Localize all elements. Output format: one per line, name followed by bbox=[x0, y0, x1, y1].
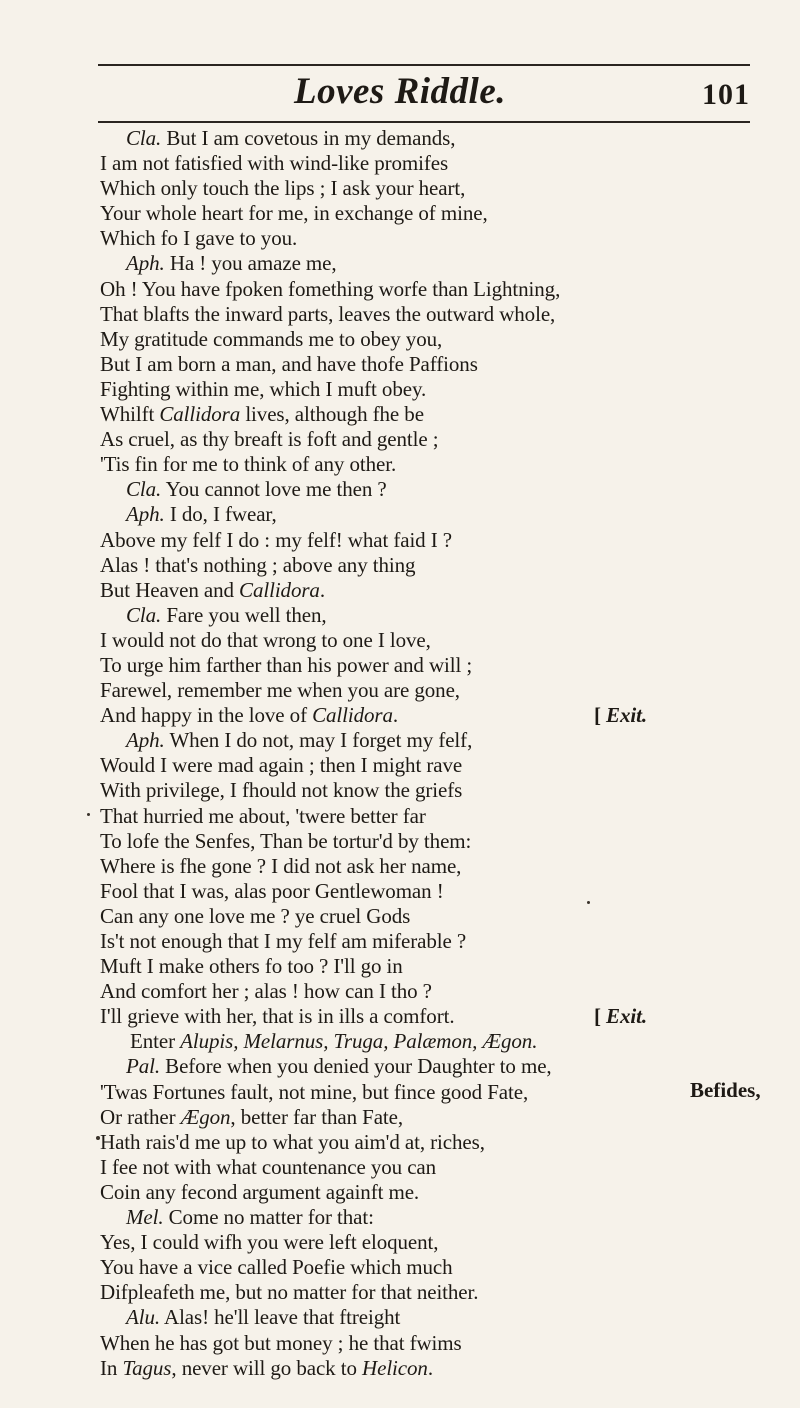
speaker-name: Aph. bbox=[126, 251, 165, 276]
text-line bbox=[100, 201, 740, 226]
line-text: But Heaven and bbox=[100, 577, 240, 602]
line-text: Is't not enough that I my felf am miferable ? bbox=[100, 929, 467, 953]
line-text: In bbox=[100, 1355, 123, 1380]
catchword: Befides, bbox=[690, 1078, 761, 1102]
text-line bbox=[100, 528, 740, 553]
text-line bbox=[100, 1155, 740, 1180]
text-line bbox=[100, 954, 740, 979]
text-line bbox=[100, 904, 740, 929]
line-text: But I am born a man, and have thofe Paffions bbox=[100, 351, 478, 376]
text-line bbox=[100, 251, 740, 276]
ink-speck bbox=[587, 901, 590, 904]
text-line bbox=[100, 1054, 740, 1079]
line-text: When I do not, may I forget my felf, bbox=[164, 728, 473, 753]
speaker-name: Mel. bbox=[126, 1205, 164, 1230]
place-name: Tagus bbox=[122, 1355, 172, 1380]
line-text: You cannot love me then ? bbox=[161, 477, 387, 502]
line-text: When he has got but money ; he that fwims bbox=[100, 1330, 462, 1355]
text-line bbox=[100, 1356, 740, 1381]
speaker-name: Aph. bbox=[126, 502, 165, 527]
text-line bbox=[100, 653, 740, 678]
text-line bbox=[100, 427, 740, 452]
line-text: Whilft bbox=[100, 402, 160, 427]
line-text: 'Tis fin for me to think of any other. bbox=[100, 452, 397, 477]
line-text: . bbox=[427, 1355, 433, 1380]
text-line bbox=[100, 1080, 740, 1105]
text-line bbox=[100, 1130, 740, 1155]
stage-text: Enter bbox=[130, 1029, 181, 1054]
text-line bbox=[100, 578, 740, 603]
line-text: , never will go back to bbox=[171, 1355, 363, 1380]
ink-speck bbox=[87, 813, 90, 816]
header-rule bbox=[98, 121, 750, 123]
line-text: To urge him farther than his power and will ; bbox=[100, 652, 473, 677]
line-text: Difpleafeth me, but no matter for that neither. bbox=[100, 1280, 479, 1305]
text-line bbox=[100, 1105, 740, 1130]
line-text: I do, I fwear, bbox=[164, 502, 277, 527]
line-text: I fee not with what countenance you can bbox=[100, 1154, 437, 1179]
line-text: You have a vice called Poefie which much bbox=[100, 1255, 453, 1280]
line-text: Ha ! you amaze me, bbox=[164, 251, 337, 276]
line-text: lives, although fhe be bbox=[240, 402, 424, 427]
line-text: Alas! he'll leave that ftreight bbox=[160, 1305, 401, 1330]
text-line bbox=[100, 1255, 740, 1280]
line-text: Can any one love me ? ye cruel Gods bbox=[100, 903, 411, 928]
line-text: Or rather bbox=[100, 1104, 181, 1129]
verse-text bbox=[100, 126, 740, 1381]
text-line bbox=[100, 553, 740, 578]
text-line bbox=[100, 502, 740, 527]
top-rule bbox=[98, 64, 750, 66]
stage-character-names: Alupis, Melarnus, Truga, Palæmon, Ægon. bbox=[180, 1029, 538, 1054]
line-text: Which fo I gave to you. bbox=[100, 226, 298, 251]
line-text: Above my felf I do : my felf! what faid I ? bbox=[100, 527, 452, 552]
line-text: But I am covetous in my demands, bbox=[161, 126, 456, 150]
line-text: Alas ! that's nothing ; above any thing bbox=[100, 552, 416, 577]
line-text: I would not do that wrong to one I love, bbox=[100, 627, 431, 652]
text-line bbox=[100, 753, 740, 778]
line-text: Come no matter for that: bbox=[163, 1205, 374, 1230]
character-name: Callidora bbox=[239, 577, 320, 602]
text-line bbox=[100, 778, 740, 803]
line-text: Farewel, remember me when you are gone, bbox=[100, 678, 460, 703]
line-text: Fare you well then, bbox=[161, 602, 327, 627]
text-line bbox=[100, 929, 740, 954]
text-line bbox=[100, 628, 740, 653]
line-text: Hath rais'd me up to what you aim'd at, riches, bbox=[100, 1129, 485, 1154]
line-text: , better far than Fate, bbox=[230, 1104, 404, 1129]
stage-direction bbox=[100, 1029, 740, 1054]
text-line bbox=[100, 804, 740, 829]
running-title: Loves Riddle. bbox=[293, 71, 506, 112]
text-line bbox=[100, 1331, 740, 1356]
line-text: Before when you denied your Daughter to me, bbox=[160, 1054, 552, 1079]
character-name: Callidora bbox=[312, 703, 393, 728]
text-line bbox=[100, 327, 740, 352]
line-text: My gratitude commands me to obey you, bbox=[100, 326, 443, 351]
text-line bbox=[100, 678, 740, 703]
speaker-name: Pal. bbox=[126, 1054, 161, 1079]
text-line bbox=[100, 377, 740, 402]
speaker-name: Aph. bbox=[126, 728, 165, 753]
place-name: Helicon bbox=[362, 1355, 428, 1380]
line-text: I am not fatisfied with wind-like promifes bbox=[100, 151, 449, 176]
line-text: Your whole heart for me, in exchange of mine, bbox=[100, 201, 488, 226]
text-line bbox=[100, 979, 740, 1004]
text-line bbox=[100, 854, 740, 879]
text-line bbox=[100, 829, 740, 854]
speaker-name: Alu. bbox=[126, 1305, 161, 1330]
page-number: 101 bbox=[702, 78, 750, 111]
line-text: Fighting within me, which I muft obey. bbox=[100, 376, 427, 401]
text-line bbox=[100, 603, 740, 628]
text-line bbox=[100, 151, 740, 176]
line-text: To lofe the Senfes, Than be tortur'd by them: bbox=[100, 828, 472, 853]
speaker-name: Cla. bbox=[126, 477, 162, 502]
line-text: . bbox=[319, 577, 325, 602]
line-text: Would I were mad again ; then I might rave bbox=[100, 753, 463, 778]
line-text: And comfort her ; alas ! how can I tho ? bbox=[100, 979, 432, 1004]
text-line bbox=[100, 126, 740, 151]
text-line bbox=[100, 1305, 740, 1330]
speaker-name: Cla. bbox=[126, 602, 162, 627]
text-line bbox=[100, 277, 740, 302]
character-name: Ægon bbox=[180, 1104, 231, 1129]
character-name: Callidora bbox=[159, 402, 241, 427]
text-line bbox=[100, 176, 740, 201]
line-text: I'll grieve with her, that is in ills a comfort. bbox=[100, 1004, 455, 1029]
exit-direction: [ Exit. bbox=[594, 703, 647, 728]
exit-word: Exit. bbox=[606, 1004, 647, 1029]
text-line bbox=[100, 1280, 740, 1305]
line-text: Which only touch the lips ; I ask your heart, bbox=[100, 176, 466, 201]
line-text: That hurried me about, 'twere better far bbox=[100, 803, 426, 828]
line-text: Where is fhe gone ? I did not ask her name, bbox=[100, 853, 462, 878]
line-text: As cruel, as thy breaft is foft and gentle ; bbox=[100, 427, 439, 452]
line-text: Fool that I was, alas poor Gentlewoman ! bbox=[100, 878, 444, 903]
text-line bbox=[100, 402, 740, 427]
text-line bbox=[100, 1004, 740, 1029]
exit-word: Exit. bbox=[606, 703, 647, 728]
line-text: That blafts the inward parts, leaves the outward whole, bbox=[100, 301, 556, 326]
text-line bbox=[100, 452, 740, 477]
text-line bbox=[100, 302, 740, 327]
line-text: And happy in the love of bbox=[100, 703, 313, 728]
exit-direction: [ Exit. bbox=[594, 1004, 647, 1029]
text-line bbox=[100, 879, 740, 904]
text-line bbox=[100, 728, 740, 753]
line-text: 'Twas Fortunes fault, not mine, but fince good Fate, bbox=[100, 1079, 529, 1104]
speaker-name: Cla. bbox=[126, 126, 162, 150]
ink-speck bbox=[96, 1136, 100, 1140]
line-text: Coin any fecond argument againft me. bbox=[100, 1179, 420, 1204]
text-line bbox=[100, 352, 740, 377]
line-text: Yes, I could wifh you were left eloquent, bbox=[100, 1230, 439, 1255]
text-line bbox=[100, 703, 740, 728]
line-text: Muft I make others fo too ? I'll go in bbox=[100, 954, 403, 979]
text-line bbox=[100, 1180, 740, 1205]
text-line bbox=[100, 477, 740, 502]
line-text: Oh ! You have fpoken fomething worfe than Lightning, bbox=[100, 276, 561, 301]
text-line bbox=[100, 1230, 740, 1255]
text-line bbox=[100, 226, 740, 251]
line-text: With privilege, I fhould not know the griefs bbox=[100, 778, 463, 803]
line-text: . bbox=[392, 703, 399, 728]
text-line bbox=[100, 1205, 740, 1230]
